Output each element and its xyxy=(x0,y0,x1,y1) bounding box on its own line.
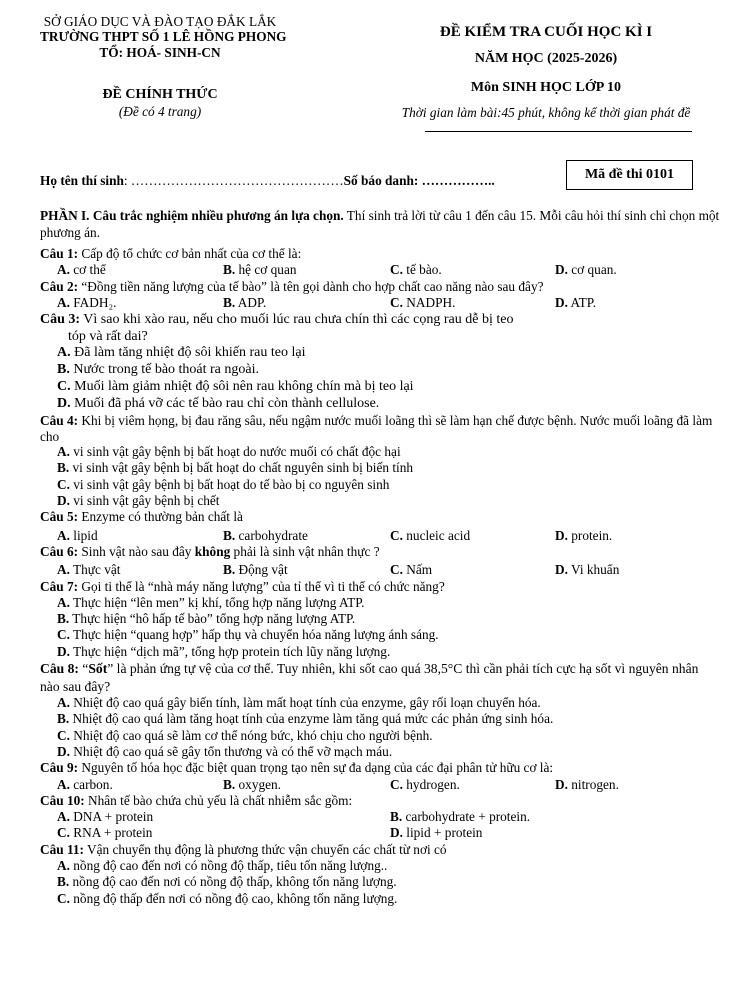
option: C. RNA + protein xyxy=(57,825,153,841)
question-text: Cấp độ tổ chức cơ bản nhất của cơ thể là: xyxy=(78,246,302,261)
option: A. FADH₂. xyxy=(57,294,117,310)
question xyxy=(40,660,720,695)
option: B. vi sinh vật gây bệnh bị bất hoạt do chất nguyên sinh bị biến tính xyxy=(57,460,414,476)
option: A. Thực hiện “lên men” kị khí, tổng hợp năng lượng ATP. xyxy=(57,594,365,610)
option: C. nucleic acid xyxy=(390,527,471,543)
question-number: Câu 2: xyxy=(40,278,79,294)
option: A. Nhiệt độ cao quá gây biến tính, làm mất hoạt tính của enzyme, gây rối loạn chuyển hóa. xyxy=(57,695,541,711)
question xyxy=(40,413,720,444)
header-rule xyxy=(425,131,692,132)
option: C. NADPH. xyxy=(390,294,456,310)
option: D. Thực hiện “dịch mã”, tổng hợp protein tích lũy năng lượng. xyxy=(57,643,391,659)
part-1-title: PHẦN I. Câu trắc nghiệm nhiều phương án lựa chọn. xyxy=(40,208,344,223)
question-number: Câu 5: xyxy=(40,509,79,525)
part-1-instruction: Thí sinh trả lời từ câu 1 đến câu 15. Mỗi câu hỏi thí sinh chỉ chọn một phương án. xyxy=(40,208,720,240)
question-number: Câu 7: xyxy=(40,578,79,594)
question-text: “Đồng tiền năng lượng của tế bào” là tên gọi dành cho hợp chất cao năng nào sau đây? xyxy=(78,278,544,294)
question-text: “ xyxy=(78,661,89,677)
question-number: Câu 8: xyxy=(40,661,79,677)
question-emphasis: không xyxy=(194,543,231,559)
question xyxy=(40,509,720,525)
option: D. Muối đã phá vỡ các tế bào rau chỉ còn thành cellulose. xyxy=(57,396,380,412)
option: B. hệ cơ quan xyxy=(223,262,297,278)
question-text: ” là phản ứng tự vệ của cơ thể. Tuy nhiên, khi sốt cao quá 38,5°C thì cần phải tích cực hạ sốt vì nguyên nhân nào sau đây? xyxy=(40,661,699,694)
question-number: Câu 11: xyxy=(40,841,84,857)
question xyxy=(40,544,720,560)
option: B. Động vật xyxy=(223,562,288,578)
question-text: Vì sao khi xào rau, nếu cho muối lúc rau chưa chín thì các cọng rau dễ bị teo xyxy=(80,312,514,328)
option: D. ATP. xyxy=(555,294,597,310)
option: A. vi sinh vật gây bệnh bị bất hoạt do nước muối có chất độc hại xyxy=(57,444,401,460)
option: B. carbohydrate xyxy=(223,527,308,543)
option: D. Vi khuẩn xyxy=(555,562,620,578)
question-text: Gọi ti thể là “nhà máy năng lượng” của tỉ thể vì ti thể có chức năng? xyxy=(78,578,445,594)
question-text: Enzyme có thường bản chất là xyxy=(78,509,243,525)
school-name: TRƯỜNG THPT SỐ 1 LÊ HỒNG PHONG xyxy=(40,29,287,44)
options-row xyxy=(40,809,720,825)
question-number: Câu 10: xyxy=(40,792,85,808)
options-row xyxy=(40,295,720,311)
question-text: Sinh vật nào sau đây xyxy=(78,543,195,559)
option: A. carbon. xyxy=(57,776,113,792)
student-id-label: Số báo danh: …………….. xyxy=(343,173,495,188)
option: D. protein. xyxy=(555,527,613,543)
school-year: NĂM HỌC (2025-2026) xyxy=(474,51,618,66)
option: A. DNA + protein xyxy=(57,809,154,825)
option: C. Muối làm giảm nhiệt độ sôi nên rau không chín mà bị teo lại xyxy=(57,379,414,395)
question-number: Câu 4: xyxy=(40,413,79,429)
exam-title: ĐỀ KIỂM TRA CUỐI HỌC KÌ I xyxy=(439,24,653,40)
question xyxy=(40,279,720,295)
option: D. vi sinh vật gây bệnh bị chết xyxy=(57,493,220,509)
question-number: Câu 1: xyxy=(40,246,79,261)
exam-code-box: Mã đề thi 0101 xyxy=(566,160,693,190)
option: D. Nhiệt độ cao quá sẽ gây tổn thương và có thể vỡ mạch máu. xyxy=(57,743,393,759)
option: D. nitrogen. xyxy=(555,776,619,792)
options-row xyxy=(40,262,720,278)
options-row xyxy=(40,528,720,544)
option: A. Thực vật xyxy=(57,562,121,578)
option: C. Thực hiện “quang hợp” hấp thụ và chuyển hóa năng lượng ánh sáng. xyxy=(57,627,439,643)
option: D. lipid + protein xyxy=(390,825,483,841)
options-row xyxy=(40,825,720,841)
question-text: Vận chuyển thụ động là phương thức vận chuyển các chất từ nơi có xyxy=(83,841,447,857)
options-row xyxy=(40,777,720,793)
option: B. carbohydrate + protein. xyxy=(390,809,531,825)
exam-content xyxy=(40,208,720,907)
option: C. vi sinh vật gây bệnh bị bất hoạt do tế bào bị co nguyên sinh xyxy=(57,476,390,492)
question-number: Câu 6: xyxy=(40,543,79,559)
option: C. Nhiệt độ cao quá sẽ làm cơ thể nóng bức, khó chịu cho người bệnh. xyxy=(57,727,433,743)
question xyxy=(40,760,720,776)
option: A. Đã làm tăng nhiệt độ sôi khiến rau teo lại xyxy=(57,345,306,361)
group-name: TỔ: HOÁ- SINH-CN xyxy=(99,45,221,60)
student-name-label: Họ tên thí sinh xyxy=(40,173,124,188)
question xyxy=(40,311,720,328)
question xyxy=(40,246,720,262)
question-number: Câu 9: xyxy=(40,760,79,776)
official-label: ĐỀ CHÍNH THỨC xyxy=(102,87,218,102)
option: B. Thực hiện “hô hấp tế bào” tổng hợp năng lượng ATP. xyxy=(57,611,356,627)
option: B. oxygen. xyxy=(223,776,281,792)
question xyxy=(40,842,720,858)
question xyxy=(40,579,720,595)
options-row xyxy=(40,562,720,578)
question-emphasis: Sốt xyxy=(88,661,108,677)
option: D. cơ quan. xyxy=(555,262,617,278)
option: A. cơ thể xyxy=(57,262,106,278)
option: C. nồng độ thấp đến nơi có nồng độ cao, không tốn năng lượng. xyxy=(57,890,398,906)
question xyxy=(40,793,720,809)
option: A. nồng độ cao đến nơi có nồng độ thấp, tiêu tốn năng lượng.. xyxy=(57,858,388,874)
question-text: Nhân tế bào chứa chủ yếu là chất nhiễm sắc gồm: xyxy=(84,792,353,808)
option: C. hydrogen. xyxy=(390,776,460,792)
question-text: phải là sinh vật nhân thực ? xyxy=(230,543,380,559)
subject: Môn SINH HỌC LỚP 10 xyxy=(470,80,622,95)
question-text-continued: tóp và rất dai? xyxy=(68,329,148,345)
exam-time: Thời gian làm bài:45 phút, không kể thời gian phát đề xyxy=(401,105,691,120)
option: A. lipid xyxy=(57,527,98,543)
question-number: Câu 3: xyxy=(40,312,81,328)
student-name-field: : ………………………………………… xyxy=(123,173,344,188)
student-info-line xyxy=(40,173,495,189)
question-text: Nguyên tố hóa học đặc biệt quan trọng tạo nên sự đa dạng của các đại phân tử hữu cơ là: xyxy=(78,760,554,776)
part-1-intro xyxy=(40,208,720,241)
option: B. Nước trong tế bào thoát ra ngoài. xyxy=(57,362,260,378)
option: C. Nấm xyxy=(390,562,433,578)
option: B. Nhiệt độ cao quá làm tăng hoạt tính của enzyme làm tăng quá mức các phản ứng sinh hóa. xyxy=(57,711,554,727)
option: B. nồng độ cao đến nơi có nồng độ thấp, không tốn năng lượng. xyxy=(57,874,397,890)
option: B. ADP. xyxy=(223,294,267,310)
option: C. tế bào. xyxy=(390,262,442,278)
page-count: (Đề có 4 trang) xyxy=(118,104,202,119)
question-text: Khi bị viêm họng, bị đau răng sâu, nếu ngậm nước muối loãng thì sẽ làm hạn chế được bệnh. Nước muối loãng đã làm cho xyxy=(40,413,713,444)
department-name: SỞ GIÁO DỤC VÀ ĐÀO TẠO ĐẮK LẮK xyxy=(43,14,277,29)
